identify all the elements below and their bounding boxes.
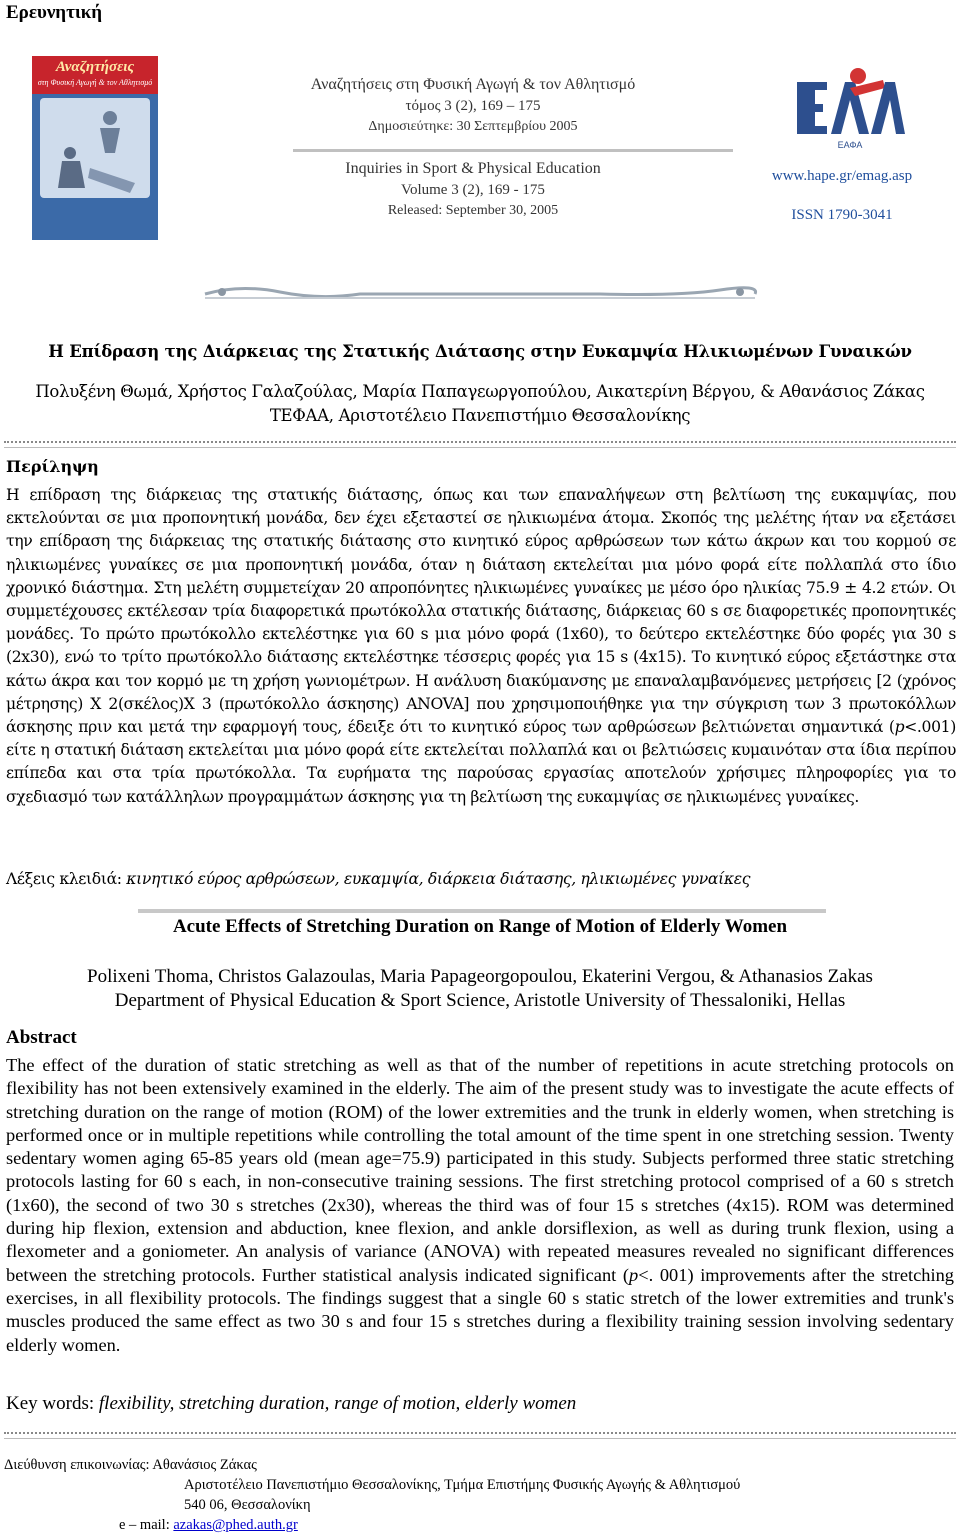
- journal-cover-image: [32, 56, 158, 275]
- abstract-greek: [6, 484, 956, 809]
- contact-email-line: [119, 1515, 740, 1535]
- keywords-label-greek: Λέξεις κλειδιά:: [6, 870, 122, 888]
- keywords-english: [6, 1393, 576, 1415]
- p-value-symbol: p: [629, 1264, 639, 1285]
- logo-text: ΕΑΦΑ: [837, 140, 863, 150]
- journal-volume-greek: τόμος 3 (2), 169 – 175: [405, 98, 541, 114]
- abstract-english-text-cont: <. 001) improvements after the stretching exercises, in all flexibility protocols. The findings suggest that a single 60 s static stretch of the lower extremities and trunk's muscles produced the same effect as two 30 s and four 15 s stretches during a flexibility training session involving sedentary elderly women.: [6, 1264, 955, 1355]
- contact-postal: 540 06, Θεσσαλονίκη: [184, 1497, 311, 1513]
- cover-subtitle: στη Φυσική Αγωγή & τον Αθλητισμό: [37, 78, 153, 87]
- article-title-english: Acute Effects of Stretching Duration on Range of Motion of Elderly Women: [172, 916, 788, 937]
- authors-greek: Πολυξένη Θωμά, Χρήστος Γαλαζούλας, Μαρία Παπαγεωργοπούλου, Αικατερίνη Βέργου, & Αθανάσιος Ζάκας: [35, 382, 925, 401]
- cover-logo-text: ΕΑΦΑ: [78, 261, 112, 275]
- dotted-divider: [4, 1432, 956, 1439]
- athletes-illustration-icon: [40, 98, 150, 198]
- abstract-greek-text-cont: <.001) είτε η στατική διάταση εκτελείται μια μόνο φορά είτε εκτελείται πολλαπλά και οι βελτιώσεις κυμαινόταν στα ίδια περίπου επίπεδα και στα τρία πρωτόκολλα. Τα ευρήματα της παρούσας εργασίας αποτελούν χρήσιμες πληροφορίες για το σχεδιασμό των κατάλληλων προγραμμάτων άσκησης για τη βελτίωση της ευκαμψίας σε ηλικιωμένες γυναίκες.: [6, 718, 956, 806]
- contact-block: [4, 1455, 740, 1535]
- journal-name-english: Inquiries in Sport & Physical Education: [345, 160, 601, 177]
- section-label: Ερευνητική: [6, 2, 103, 23]
- section-divider: [138, 909, 826, 913]
- affiliation-greek: ΤΕΦΑΑ, Αριστοτέλειο Πανεπιστήμιο Θεσσαλονίκης: [269, 406, 691, 425]
- keywords-greek: [6, 870, 750, 888]
- issn-number: ISSN 1790-3041: [791, 207, 893, 223]
- contact-name: Διεύθυνση επικοινωνίας: Αθανάσιος Ζάκας: [4, 1457, 257, 1473]
- authors-english: Polixeni Thoma, Christos Galazoulas, Maria Papageorgopoulou, Ekaterini Vergou, & Athanasios Zakas: [87, 966, 873, 987]
- journal-released-english: Released: September 30, 2005: [387, 203, 559, 218]
- cover-title: Αναζητήσεις: [55, 59, 135, 75]
- keywords-english-list: flexibility, stretching duration, range of motion, elderly women: [98, 1393, 577, 1414]
- email-link[interactable]: azakas@phed.auth.gr: [173, 1517, 298, 1533]
- header-divider: [293, 149, 733, 152]
- journal-name-greek: Αναζητήσεις στη Φυσική Αγωγή & τον Αθλητισμό: [310, 76, 636, 93]
- article-title-greek: Η Επίδραση της Διάρκειας της Στατικής Διάτασης στην Ευκαμψία Ηλικιωμένων Γυναικών: [48, 342, 912, 361]
- abstract-label-greek: Περίληψη: [6, 457, 99, 476]
- abstract-greek-text: Η επίδραση της διάρκειας της στατικής διάτασης, όπως και των επαναλήψεων στη βελτίωση της ευκαμψίας, που εκτελούνται σε μια προπονητική μονάδα, δεν έχει εξεταστεί σε ηλικιωμένα άτομα. Σκοπός της μελέτης ήταν να εξετάσει την επίδραση της διάρκειας της στατικής διάτασης στο κινητικό εύρος αρθρώσεων των κάτω άκρων και του κορμού σε ηλικιωμένες γυναίκες σε μια προπονητική μονάδα, όταν η διάταση εκτελείται μια μόνο φορά είτε πολλαπλά στο ίδιο χρονικό διάστημα. Στη μελέτη συμμετείχαν 20 απροπόνητες ηλικιωμένες γυναίκες με μέσο όρο ηλικίας 75.9 ± 4.2 ετών. Οι συμμετέχουσες εκτέλεσαν τρία διαφορετικά πρωτόκολλα στατικής διάτασης, διάρκειας 60 s σε διαφορετικές προπονητικές μονάδες. Το πρώτο πρωτόκολλο εκτελέστηκε για 60 s μια μόνο φορά (1x60), το δεύτερο εκτελέστηκε δύο φορές για 30 s (2x30), ενώ το τρίτο πρωτόκολλο διάτασης εκτελέστηκε τέσσερις φορές για 15 s (4x15). Το κινητικό εύρος εξετάστηκε στα κάτω άκρα και τον κορμό με τη χρήση γωνιομέτρων. Η ανάλυση διακύμανσης με επαναλαμβανόμενες μετρήσεις [2 (χρόνος μέτρησης) Χ 2(σκέλος)Χ 3 (πρωτόκολλο άσκησης) ANOVA] που χρησιμοποιήθηκε για την σύγκριση των 3 πρωτοκόλλων άσκησης πριν και μετά την εφαρμογή τους, έδειξε ότι το κινητικό εύρος των αρθρώσεων βελτιώνεται σημαντικά (: [6, 486, 956, 737]
- contact-institution: Αριστοτέλειο Πανεπιστήμιο Θεσσαλονίκης, Τμήμα Επιστήμης Φυσικής Αγωγής & Αθλητισμού: [184, 1477, 741, 1493]
- journal-website-link[interactable]: www.hape.gr/emag.asp: [771, 168, 913, 184]
- abstract-english: [6, 1054, 954, 1357]
- abstract-label-english: Abstract: [6, 1027, 77, 1048]
- efa-logo: [795, 66, 905, 150]
- email-label: e – mail:: [119, 1517, 170, 1533]
- keywords-label-english: Key words:: [6, 1393, 95, 1414]
- keywords-greek-list: κινητικό εύρος αρθρώσεων, ευκαμψία, διάρκεια διάτασης, ηλικιωμένες γυναίκες: [126, 870, 751, 888]
- decorative-divider-ornament: [200, 282, 760, 306]
- affiliation-english: Department of Physical Education & Sport Science, Aristotle University of Thessaloniki, Hellas: [114, 990, 846, 1011]
- journal-volume-english: Volume 3 (2), 169 - 175: [401, 182, 545, 198]
- journal-published-greek: Δημοσιεύτηκε: 30 Σεπτεμβρίου 2005: [368, 119, 578, 134]
- cover-artwork: [40, 98, 150, 198]
- p-value-symbol: p: [894, 718, 905, 737]
- abstract-english-text: The effect of the duration of static stretching as well as that of the number of repetitions in acute stretching protocols on flexibility has not been extensively examined in the elderly. The aim of the present study was to investigate the acute effects of stretching duration on the range of motion (ROM) of the lower extremities and the trunk in elderly women, when stretching is performed once or in multiple repetitions while controlling the total amount of the time spent in one stretching session. Twenty sedentary women aging 65-85 years old (mean age=75.9) participated in this study. Subjects performed three static stretching protocols lasting for 60 s each, in non-consecutive training sessions. The first stretching protocol comprised of a 60 s stretch (1x60), the second of two 30 s stretches (2x30), whereas the third was of four 15 s stretches (4x15). ROM was determined during hip flexion, extension and abduction, knee flexion, and ankle dorsiflexion, as well as during trunk flexion, using a flexometer and a goniometer. An analysis of variance (ANOVA) with repeated measures revealed no significant differences between the stretching protocols. Further statistical analysis indicated significant (: [6, 1055, 954, 1285]
- dotted-divider: [4, 441, 956, 448]
